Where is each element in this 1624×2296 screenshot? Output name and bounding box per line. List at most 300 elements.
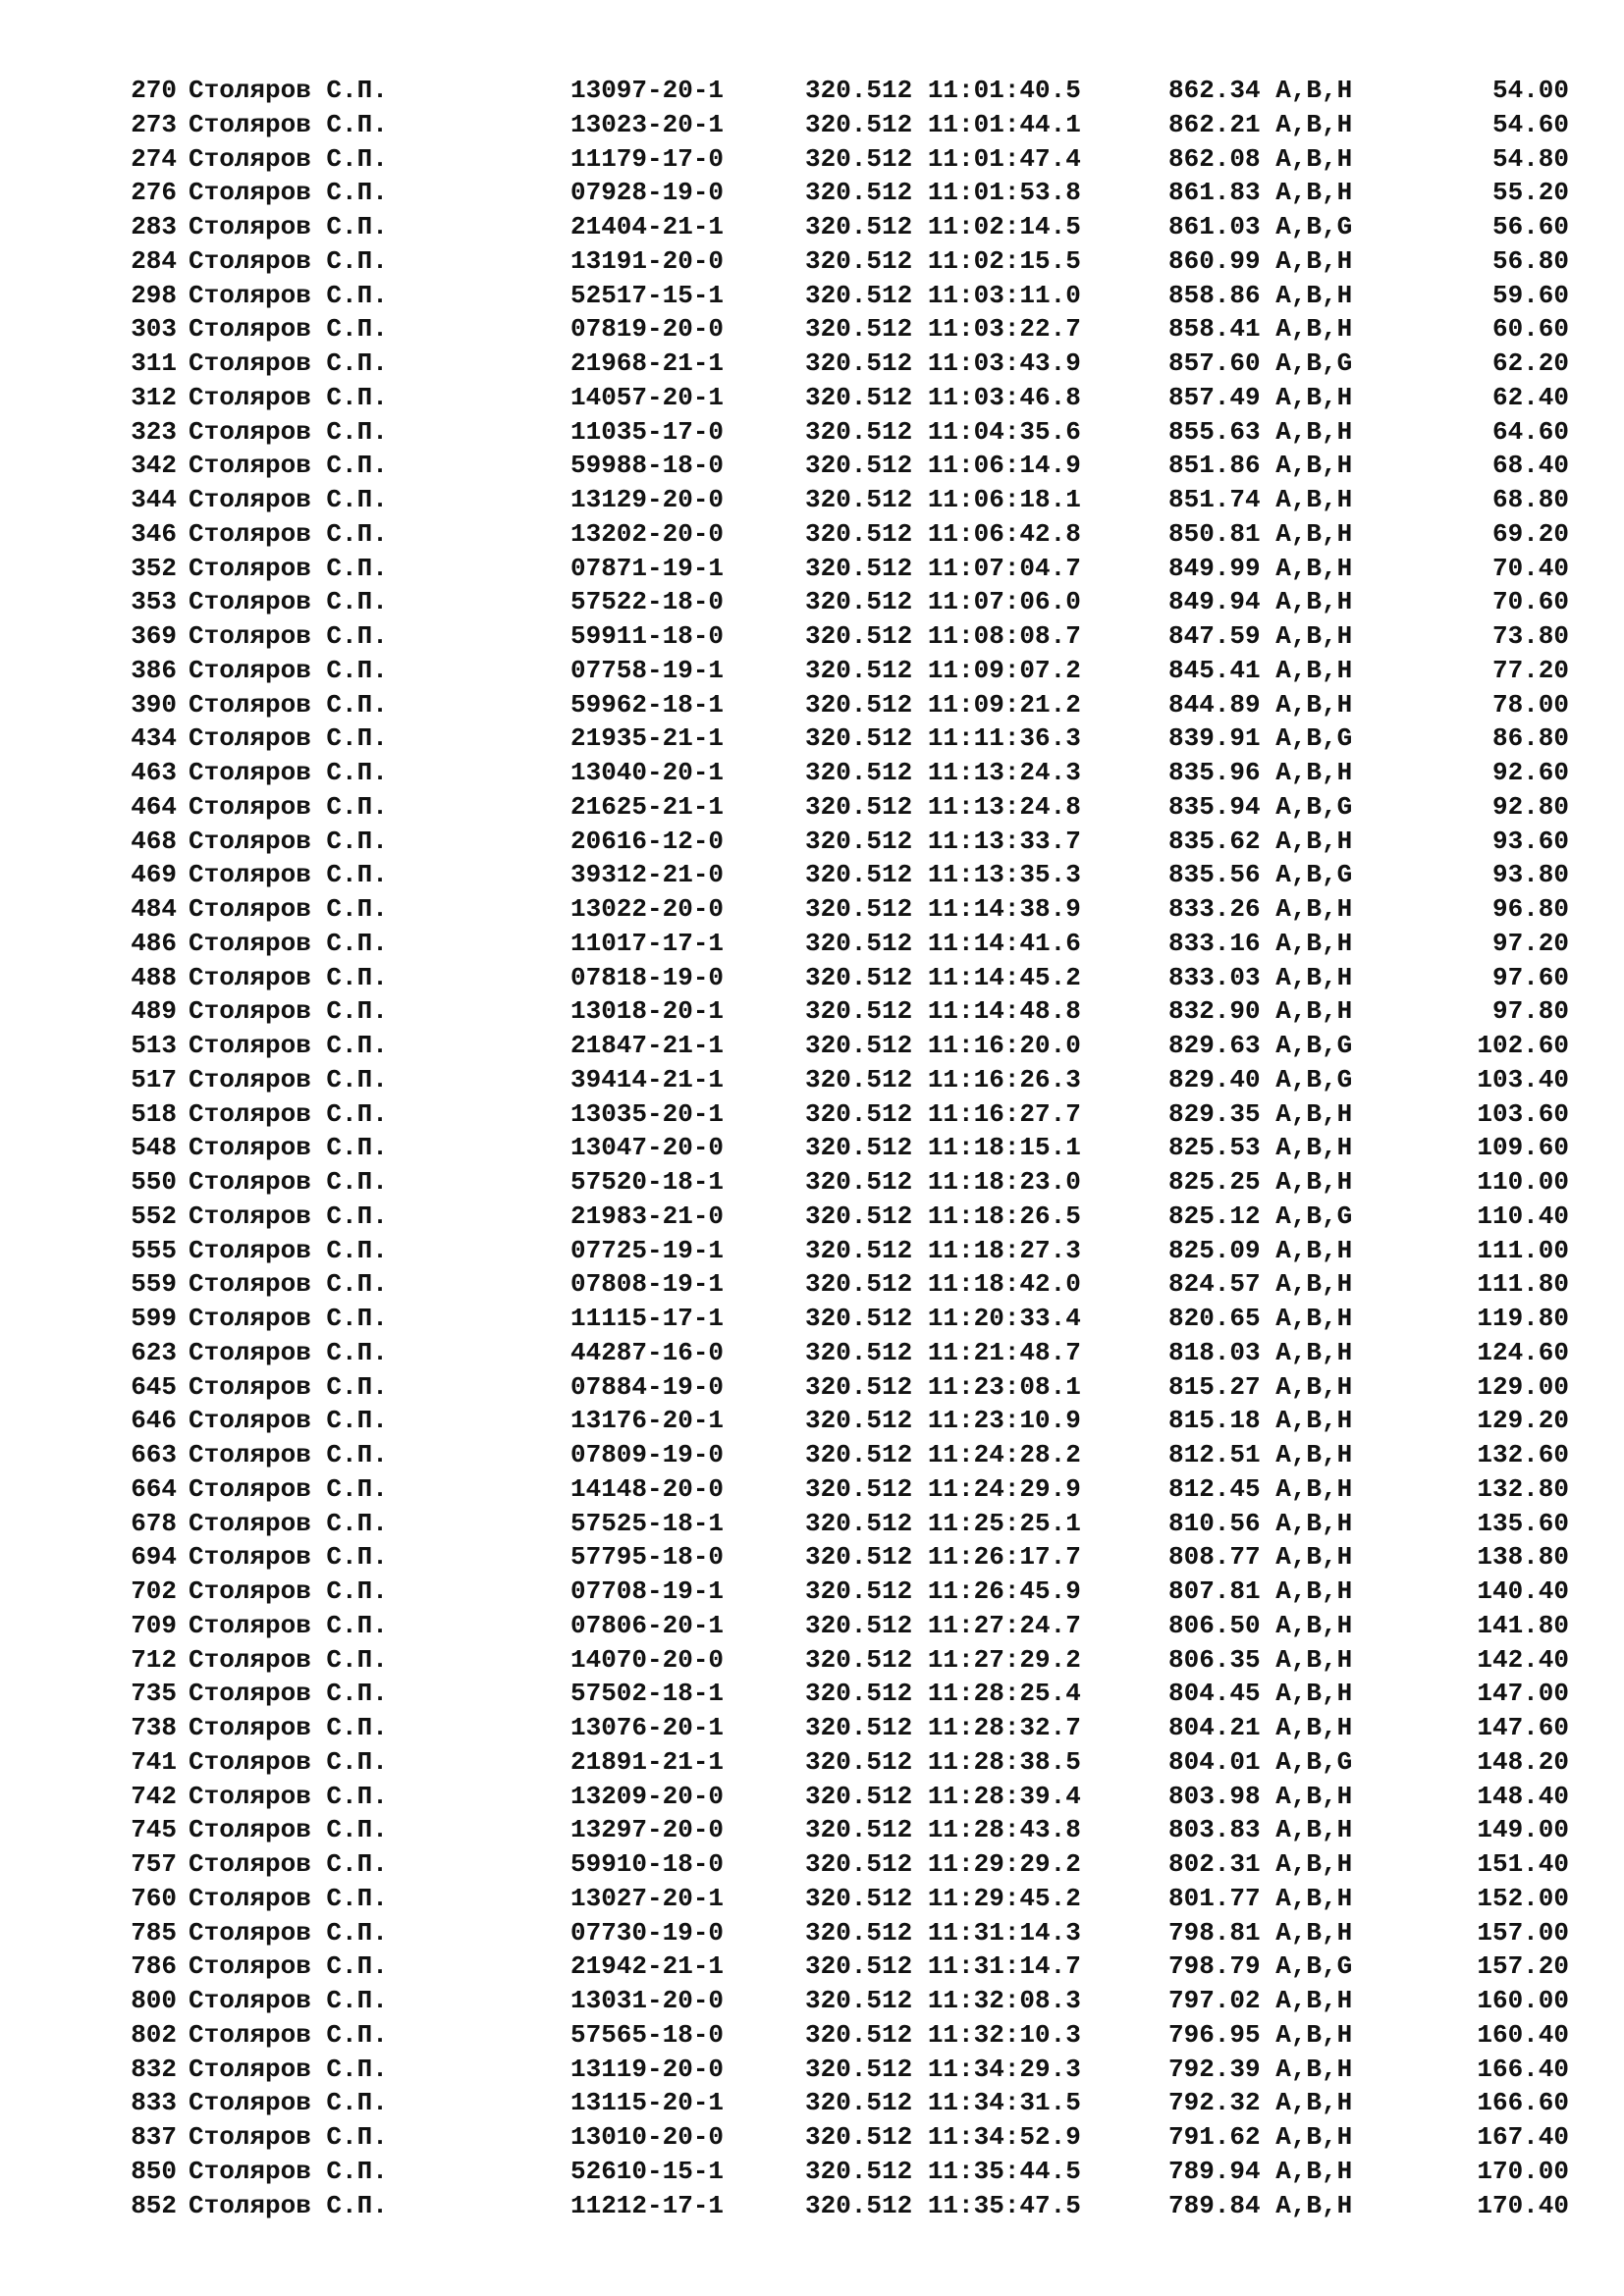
observation-time: 320.512 11:18:15.1 <box>805 1133 1081 1163</box>
list-item <box>0 1267 1624 1302</box>
record-number: 833 <box>131 2088 177 2118</box>
observation-time: 320.512 11:23:10.9 <box>805 1406 1081 1436</box>
observation-time: 320.512 11:18:26.5 <box>805 1201 1081 1231</box>
observer-name: Столяров С.П. <box>189 1986 388 2015</box>
observation-time: 320.512 11:13:24.3 <box>805 758 1081 787</box>
list-item <box>0 2155 1624 2189</box>
object-id: 13018-20-1 <box>570 996 725 1027</box>
range-and-flags: 862.21 A,B,H <box>1168 109 1353 139</box>
observer-name: Столяров С.П. <box>189 2019 388 2050</box>
record-number: 468 <box>131 826 177 856</box>
elapsed-value: 97.20 <box>1491 928 1569 958</box>
list-item <box>0 210 1624 244</box>
range-and-flags: 825.53 A,B,H <box>1168 1133 1353 1163</box>
list-item <box>0 1234 1624 1268</box>
elapsed-value: 157.20 <box>1477 1951 1569 1982</box>
elapsed-value: 160.40 <box>1477 2019 1569 2050</box>
list-item <box>0 74 1624 108</box>
range-and-flags: 833.26 A,B,H <box>1168 894 1353 924</box>
elapsed-value: 151.40 <box>1477 1849 1569 1879</box>
list-item <box>0 1847 1624 1882</box>
object-id: 13035-20-1 <box>570 1098 725 1129</box>
range-and-flags: 857.60 A,B,G <box>1168 348 1353 378</box>
observation-time: 320.512 11:29:45.2 <box>805 1883 1081 1913</box>
range-and-flags: 806.50 A,B,H <box>1168 1610 1353 1640</box>
elapsed-value: 56.60 <box>1491 212 1569 241</box>
object-id: 07725-19-1 <box>570 1235 725 1265</box>
range-and-flags: 804.21 A,B,H <box>1168 1713 1353 1742</box>
record-number: 664 <box>131 1473 177 1504</box>
record-number: 694 <box>131 1542 177 1573</box>
observer-name: Столяров С.П. <box>189 2054 388 2084</box>
list-item <box>0 2053 1624 2087</box>
range-and-flags: 829.40 A,B,G <box>1168 1064 1353 1095</box>
observation-time: 320.512 11:04:35.6 <box>805 416 1081 447</box>
range-and-flags: 792.39 A,B,H <box>1168 2054 1353 2084</box>
observer-name: Столяров С.П. <box>189 1746 388 1777</box>
record-number: 852 <box>131 2190 177 2220</box>
observation-time: 320.512 11:18:23.0 <box>805 1167 1081 1197</box>
observer-name: Столяров С.П. <box>189 2088 388 2118</box>
range-and-flags: 825.09 A,B,H <box>1168 1235 1353 1265</box>
range-and-flags: 861.03 A,B,G <box>1168 212 1353 241</box>
record-number: 800 <box>131 1986 177 2015</box>
observation-time: 320.512 11:20:33.4 <box>805 1304 1081 1333</box>
elapsed-value: 68.40 <box>1491 451 1569 481</box>
list-item <box>0 1404 1624 1438</box>
observation-time: 320.512 11:03:22.7 <box>805 314 1081 345</box>
list-item <box>0 1438 1624 1472</box>
elapsed-value: 138.80 <box>1477 1542 1569 1573</box>
observer-name: Столяров С.П. <box>189 2190 388 2220</box>
range-and-flags: 833.16 A,B,H <box>1168 928 1353 958</box>
elapsed-value: 147.00 <box>1477 1679 1569 1709</box>
observation-time: 320.512 11:21:48.7 <box>805 1337 1081 1367</box>
range-and-flags: 806.35 A,B,H <box>1168 1644 1353 1675</box>
elapsed-value: 56.80 <box>1491 245 1569 276</box>
observer-name: Столяров С.П. <box>189 1337 388 1367</box>
list-item <box>0 1643 1624 1678</box>
record-number: 709 <box>131 1610 177 1640</box>
observer-name: Столяров С.П. <box>189 1167 388 1197</box>
elapsed-value: 62.20 <box>1491 348 1569 378</box>
observer-name: Столяров С.П. <box>189 1815 388 1845</box>
observation-time: 320.512 11:23:08.1 <box>805 1371 1081 1402</box>
observer-name: Столяров С.П. <box>189 1610 388 1640</box>
record-number: 270 <box>131 76 177 105</box>
observer-name: Столяров С.П. <box>189 860 388 890</box>
observation-time: 320.512 11:16:27.7 <box>805 1098 1081 1129</box>
record-number: 678 <box>131 1508 177 1538</box>
elapsed-value: 93.80 <box>1491 860 1569 890</box>
observation-time: 320.512 11:31:14.3 <box>805 1917 1081 1948</box>
object-id: 13191-20-0 <box>570 245 725 276</box>
elapsed-value: 135.60 <box>1477 1508 1569 1538</box>
object-id: 13023-20-1 <box>570 109 725 139</box>
object-id: 21404-21-1 <box>570 212 725 241</box>
list-item <box>0 1472 1624 1507</box>
elapsed-value: 78.00 <box>1491 689 1569 720</box>
observer-name: Столяров С.П. <box>189 689 388 720</box>
record-number: 623 <box>131 1337 177 1367</box>
observation-time: 320.512 11:07:06.0 <box>805 587 1081 617</box>
list-item <box>0 1302 1624 1336</box>
elapsed-value: 129.20 <box>1477 1406 1569 1436</box>
observer-name: Столяров С.П. <box>189 1679 388 1709</box>
observation-time: 320.512 11:27:29.2 <box>805 1644 1081 1675</box>
list-item <box>0 449 1624 483</box>
list-item <box>0 142 1624 177</box>
list-item <box>0 1711 1624 1745</box>
record-number: 312 <box>131 382 177 412</box>
list-item <box>0 961 1624 995</box>
elapsed-value: 140.40 <box>1477 1576 1569 1606</box>
range-and-flags: 829.63 A,B,G <box>1168 1031 1353 1060</box>
observer-name: Столяров С.П. <box>189 1951 388 1982</box>
range-and-flags: 835.62 A,B,H <box>1168 826 1353 856</box>
elapsed-value: 166.40 <box>1477 2054 1569 2084</box>
elapsed-value: 64.60 <box>1491 416 1569 447</box>
observer-name: Столяров С.П. <box>189 1098 388 1129</box>
object-id: 13119-20-0 <box>570 2054 725 2084</box>
object-id: 13027-20-1 <box>570 1883 725 1913</box>
list-item <box>0 654 1624 688</box>
elapsed-value: 149.00 <box>1477 1815 1569 1845</box>
record-number: 353 <box>131 587 177 617</box>
range-and-flags: 812.51 A,B,H <box>1168 1440 1353 1469</box>
record-number: 832 <box>131 2054 177 2084</box>
object-id: 52517-15-1 <box>570 280 725 310</box>
observation-time: 320.512 11:24:29.9 <box>805 1473 1081 1504</box>
range-and-flags: 858.86 A,B,H <box>1168 280 1353 310</box>
range-and-flags: 803.98 A,B,H <box>1168 1781 1353 1811</box>
elapsed-value: 60.60 <box>1491 314 1569 345</box>
range-and-flags: 829.35 A,B,H <box>1168 1098 1353 1129</box>
list-item <box>0 381 1624 415</box>
list-item <box>0 892 1624 927</box>
object-id: 57520-18-1 <box>570 1167 725 1197</box>
range-and-flags: 808.77 A,B,H <box>1168 1542 1353 1573</box>
elapsed-value: 141.80 <box>1477 1610 1569 1640</box>
observer-name: Столяров С.П. <box>189 1371 388 1402</box>
object-id: 52610-15-1 <box>570 2156 725 2186</box>
range-and-flags: 832.90 A,B,H <box>1168 996 1353 1027</box>
observer-name: Столяров С.П. <box>189 1781 388 1811</box>
observation-time: 320.512 11:29:29.2 <box>805 1849 1081 1879</box>
elapsed-value: 111.00 <box>1477 1235 1569 1265</box>
record-number: 352 <box>131 553 177 583</box>
record-number: 663 <box>131 1440 177 1469</box>
elapsed-value: 69.20 <box>1491 518 1569 549</box>
object-id: 11115-17-1 <box>570 1304 725 1333</box>
record-number: 283 <box>131 212 177 241</box>
list-item <box>0 1780 1624 1814</box>
observation-time: 320.512 11:27:24.7 <box>805 1610 1081 1640</box>
observer-name: Столяров С.П. <box>189 1508 388 1538</box>
observation-time: 320.512 11:32:10.3 <box>805 2019 1081 2050</box>
observation-time: 320.512 11:08:08.7 <box>805 621 1081 651</box>
observation-time: 320.512 11:09:21.2 <box>805 689 1081 720</box>
elapsed-value: 93.60 <box>1491 826 1569 856</box>
range-and-flags: 789.94 A,B,H <box>1168 2156 1353 2186</box>
list-item <box>0 1165 1624 1200</box>
record-number: 760 <box>131 1883 177 1913</box>
observation-time: 320.512 11:25:25.1 <box>805 1508 1081 1538</box>
elapsed-value: 70.60 <box>1491 587 1569 617</box>
object-id: 07708-19-1 <box>570 1576 725 1606</box>
range-and-flags: 849.99 A,B,H <box>1168 553 1353 583</box>
record-number: 738 <box>131 1713 177 1742</box>
observer-name: Столяров С.П. <box>189 2156 388 2186</box>
range-and-flags: 835.56 A,B,G <box>1168 860 1353 890</box>
elapsed-value: 124.60 <box>1477 1337 1569 1367</box>
observer-name: Столяров С.П. <box>189 109 388 139</box>
record-number: 786 <box>131 1951 177 1982</box>
object-id: 07758-19-1 <box>570 655 725 685</box>
observation-time: 320.512 11:26:17.7 <box>805 1542 1081 1573</box>
observer-name: Столяров С.П. <box>189 1064 388 1095</box>
record-number: 276 <box>131 178 177 208</box>
range-and-flags: 815.18 A,B,H <box>1168 1406 1353 1436</box>
observer-name: Столяров С.П. <box>189 245 388 276</box>
object-id: 13115-20-1 <box>570 2088 725 2118</box>
object-id: 13209-20-0 <box>570 1781 725 1811</box>
list-item <box>0 2189 1624 2223</box>
range-and-flags: 807.81 A,B,H <box>1168 1576 1353 1606</box>
record-number: 550 <box>131 1167 177 1197</box>
observer-name: Столяров С.П. <box>189 1883 388 1913</box>
range-and-flags: 833.03 A,B,H <box>1168 962 1353 992</box>
observation-time: 320.512 11:28:32.7 <box>805 1713 1081 1742</box>
observer-name: Столяров С.П. <box>189 212 388 241</box>
list-item <box>0 585 1624 619</box>
elapsed-value: 77.20 <box>1491 655 1569 685</box>
elapsed-value: 142.40 <box>1477 1644 1569 1675</box>
observation-time: 320.512 11:34:31.5 <box>805 2088 1081 2118</box>
elapsed-value: 167.40 <box>1477 2122 1569 2152</box>
observation-time: 320.512 11:24:28.2 <box>805 1440 1081 1469</box>
record-number: 434 <box>131 723 177 754</box>
range-and-flags: 824.57 A,B,H <box>1168 1269 1353 1300</box>
elapsed-value: 132.60 <box>1477 1440 1569 1469</box>
elapsed-value: 73.80 <box>1491 621 1569 651</box>
elapsed-value: 148.20 <box>1477 1746 1569 1777</box>
object-id: 11179-17-0 <box>570 143 725 174</box>
list-item <box>0 858 1624 892</box>
observation-time: 320.512 11:11:36.3 <box>805 723 1081 754</box>
elapsed-value: 129.00 <box>1477 1371 1569 1402</box>
observation-time: 320.512 11:14:38.9 <box>805 894 1081 924</box>
observation-time: 320.512 11:34:52.9 <box>805 2122 1081 2152</box>
record-number: 802 <box>131 2019 177 2050</box>
record-number: 741 <box>131 1746 177 1777</box>
elapsed-value: 110.40 <box>1477 1201 1569 1231</box>
elapsed-value: 170.40 <box>1477 2190 1569 2220</box>
record-number: 757 <box>131 1849 177 1879</box>
observation-time: 320.512 11:13:35.3 <box>805 860 1081 890</box>
list-item <box>0 1540 1624 1575</box>
observer-name: Столяров С.П. <box>189 1440 388 1469</box>
list-item <box>0 1677 1624 1711</box>
record-number: 311 <box>131 348 177 378</box>
list-item <box>0 2086 1624 2120</box>
list-item <box>0 619 1624 654</box>
observation-time: 320.512 11:06:42.8 <box>805 518 1081 549</box>
list-item <box>0 1200 1624 1234</box>
object-id: 11017-17-1 <box>570 928 725 958</box>
list-item <box>0 1745 1624 1780</box>
observation-time: 320.512 11:16:26.3 <box>805 1064 1081 1095</box>
object-id: 59988-18-0 <box>570 451 725 481</box>
range-and-flags: 803.83 A,B,H <box>1168 1815 1353 1845</box>
observer-name: Столяров С.П. <box>189 348 388 378</box>
elapsed-value: 119.80 <box>1477 1304 1569 1333</box>
elapsed-value: 92.80 <box>1491 791 1569 822</box>
record-number: 742 <box>131 1781 177 1811</box>
elapsed-value: 54.00 <box>1491 76 1569 105</box>
elapsed-value: 103.40 <box>1477 1064 1569 1095</box>
object-id: 57522-18-0 <box>570 587 725 617</box>
observation-time: 320.512 11:06:18.1 <box>805 485 1081 514</box>
observer-name: Столяров С.П. <box>189 723 388 754</box>
object-id: 07809-19-0 <box>570 1440 725 1469</box>
observer-name: Столяров С.П. <box>189 178 388 208</box>
object-id: 57525-18-1 <box>570 1508 725 1538</box>
object-id: 44287-16-0 <box>570 1337 725 1367</box>
elapsed-value: 160.00 <box>1477 1986 1569 2015</box>
range-and-flags: 792.32 A,B,H <box>1168 2088 1353 2118</box>
observation-time: 320.512 11:18:27.3 <box>805 1235 1081 1265</box>
record-number: 559 <box>131 1269 177 1300</box>
record-number: 745 <box>131 1815 177 1845</box>
observer-name: Столяров С.П. <box>189 553 388 583</box>
observation-time: 320.512 11:03:11.0 <box>805 280 1081 310</box>
observer-name: Столяров С.П. <box>189 826 388 856</box>
list-item <box>0 688 1624 722</box>
object-id: 21847-21-1 <box>570 1031 725 1060</box>
list-item <box>0 1916 1624 1950</box>
observation-time: 320.512 11:14:45.2 <box>805 962 1081 992</box>
list-item <box>0 2018 1624 2053</box>
observation-time: 320.512 11:18:42.0 <box>805 1269 1081 1300</box>
record-number: 463 <box>131 758 177 787</box>
observation-time: 320.512 11:28:38.5 <box>805 1746 1081 1777</box>
object-id: 07806-20-1 <box>570 1610 725 1640</box>
range-and-flags: 818.03 A,B,H <box>1168 1337 1353 1367</box>
record-number: 469 <box>131 860 177 890</box>
observer-name: Столяров С.П. <box>189 416 388 447</box>
observer-name: Столяров С.П. <box>189 1849 388 1879</box>
record-number: 552 <box>131 1201 177 1231</box>
record-number: 837 <box>131 2122 177 2152</box>
elapsed-value: 132.80 <box>1477 1473 1569 1504</box>
record-number: 548 <box>131 1133 177 1163</box>
record-number: 850 <box>131 2156 177 2186</box>
record-number: 599 <box>131 1304 177 1333</box>
record-number: 390 <box>131 689 177 720</box>
object-id: 39414-21-1 <box>570 1064 725 1095</box>
range-and-flags: 851.74 A,B,H <box>1168 485 1353 514</box>
object-id: 07871-19-1 <box>570 553 725 583</box>
observation-time: 320.512 11:01:40.5 <box>805 76 1081 105</box>
list-item <box>0 347 1624 381</box>
observer-name: Столяров С.П. <box>189 1269 388 1300</box>
object-id: 59911-18-0 <box>570 621 725 651</box>
object-id: 14057-20-1 <box>570 382 725 412</box>
list-item <box>0 552 1624 586</box>
object-id: 11035-17-0 <box>570 416 725 447</box>
range-and-flags: 812.45 A,B,H <box>1168 1473 1353 1504</box>
range-and-flags: 851.86 A,B,H <box>1168 451 1353 481</box>
range-and-flags: 796.95 A,B,H <box>1168 2019 1353 2050</box>
elapsed-value: 111.80 <box>1477 1269 1569 1300</box>
object-id: 13022-20-0 <box>570 894 725 924</box>
object-id: 07808-19-1 <box>570 1269 725 1300</box>
list-item <box>0 1984 1624 2018</box>
object-id: 20616-12-0 <box>570 826 725 856</box>
range-and-flags: 798.79 A,B,G <box>1168 1951 1353 1982</box>
range-and-flags: 835.96 A,B,H <box>1168 758 1353 787</box>
list-item <box>0 1063 1624 1097</box>
observer-name: Столяров С.П. <box>189 1406 388 1436</box>
object-id: 13010-20-0 <box>570 2122 725 2152</box>
list-item <box>0 108 1624 142</box>
observation-time: 320.512 11:02:14.5 <box>805 212 1081 241</box>
observer-name: Столяров С.П. <box>189 1304 388 1333</box>
range-and-flags: 820.65 A,B,H <box>1168 1304 1353 1333</box>
elapsed-value: 68.80 <box>1491 485 1569 514</box>
record-number: 785 <box>131 1917 177 1948</box>
observation-time: 320.512 11:14:41.6 <box>805 928 1081 958</box>
list-item <box>0 312 1624 347</box>
observer-name: Столяров С.П. <box>189 382 388 412</box>
object-id: 13176-20-1 <box>570 1406 725 1436</box>
observer-name: Столяров С.П. <box>189 2122 388 2152</box>
object-id: 21983-21-0 <box>570 1201 725 1231</box>
observer-name: Столяров С.П. <box>189 928 388 958</box>
object-id: 39312-21-0 <box>570 860 725 890</box>
object-id: 13047-20-0 <box>570 1133 725 1163</box>
record-number: 488 <box>131 962 177 992</box>
list-item <box>0 1370 1624 1405</box>
list-item <box>0 825 1624 859</box>
observation-time: 320.512 11:07:04.7 <box>805 553 1081 583</box>
record-number: 712 <box>131 1644 177 1675</box>
record-number: 344 <box>131 485 177 514</box>
range-and-flags: 858.41 A,B,H <box>1168 314 1353 345</box>
observation-time: 320.512 11:03:43.9 <box>805 348 1081 378</box>
list-item <box>0 279 1624 313</box>
observer-name: Столяров С.П. <box>189 962 388 992</box>
range-and-flags: 798.81 A,B,H <box>1168 1917 1353 1948</box>
object-id: 14148-20-0 <box>570 1473 725 1504</box>
record-number: 555 <box>131 1235 177 1265</box>
record-number: 517 <box>131 1064 177 1095</box>
elapsed-value: 92.60 <box>1491 758 1569 787</box>
observer-name: Столяров С.П. <box>189 655 388 685</box>
range-and-flags: 847.59 A,B,H <box>1168 621 1353 651</box>
range-and-flags: 789.84 A,B,H <box>1168 2190 1353 2220</box>
list-item <box>0 1575 1624 1609</box>
observation-time: 320.512 11:06:14.9 <box>805 451 1081 481</box>
observation-time: 320.512 11:14:48.8 <box>805 996 1081 1027</box>
range-and-flags: 845.41 A,B,H <box>1168 655 1353 685</box>
record-number: 284 <box>131 245 177 276</box>
elapsed-value: 102.60 <box>1477 1031 1569 1060</box>
elapsed-value: 148.40 <box>1477 1781 1569 1811</box>
list-item <box>0 994 1624 1029</box>
list-item <box>0 1609 1624 1643</box>
